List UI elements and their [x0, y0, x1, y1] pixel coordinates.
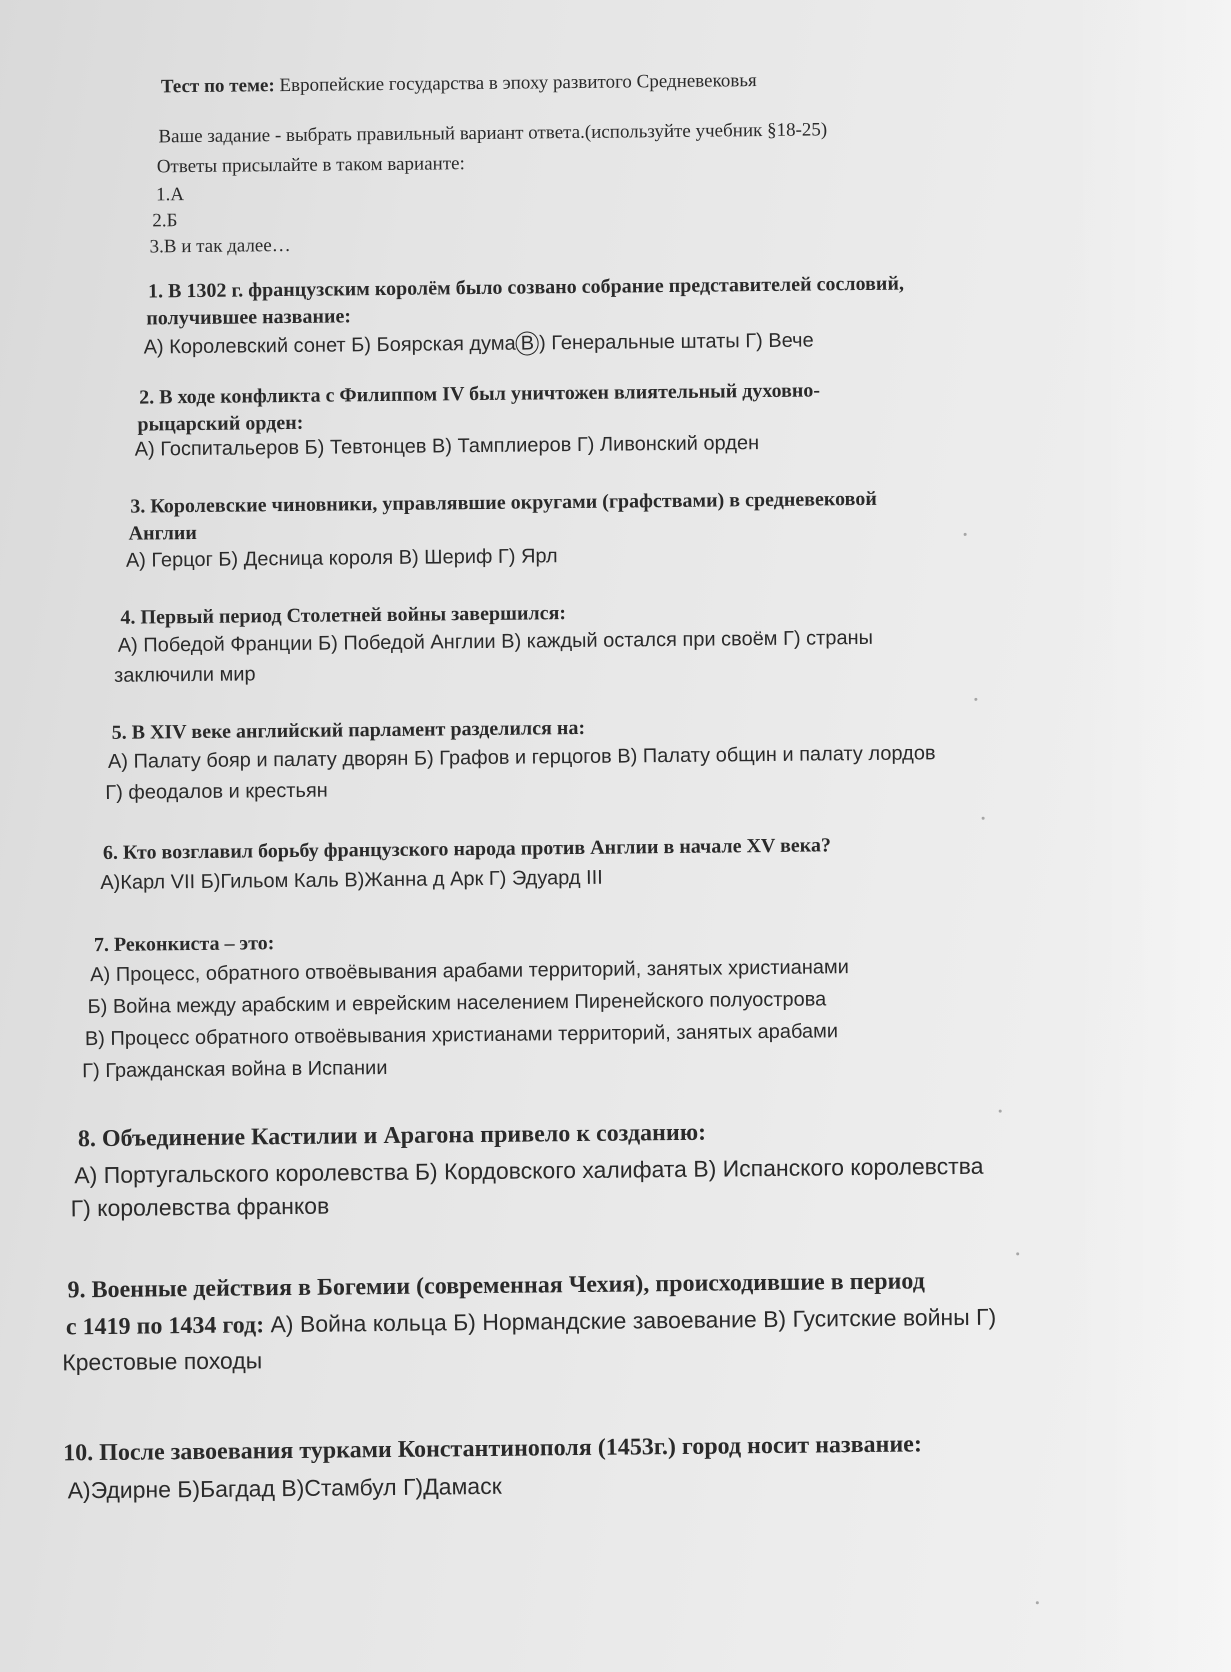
question-6-answers: А)Карл VII Б)Гильом Каль В)Жанна д Арк Г) Эдуард III — [100, 866, 603, 894]
question-5-answers: А) Палату бояр и палату дворян Б) Графов и герцогов В) Палату общин и палату лордов — [107, 742, 936, 773]
test-title-label: Тест по теме: — [160, 75, 275, 98]
question-5-answers: Г) феодалов и крестьян — [105, 779, 328, 804]
question-3-text: Англии — [128, 521, 198, 545]
question-3-text: 3. Королевские чиновники, управлявшие округами (графствами) в средневековой — [130, 487, 877, 518]
question-1-answers — [144, 328, 814, 359]
question-7-answers: А) Процесс, обратного отвоёвывания арабами территорий, занятых христианами — [90, 956, 849, 987]
question-8-answers: А) Португальского королевства Б) Кордовского халифата В) Испанского королевства — [74, 1152, 984, 1189]
question-10-text: 10. После завоевания турками Константинополя (1453г.) город носит название: — [63, 1431, 923, 1467]
paper-speck — [999, 1110, 1002, 1113]
instruction-line: 2.Б — [152, 210, 178, 232]
question-9-answers: А) Война кольца Б) Нормандские завоевание В) Гуситские войны Г) — [263, 1303, 997, 1338]
paper-speck — [1036, 1601, 1039, 1604]
instruction-line: 3.В и так далее… — [149, 234, 291, 258]
question-9-answers: Крестовые походы — [62, 1347, 263, 1376]
question-8-answers: Г) королевства франков — [70, 1192, 330, 1222]
question-9-text-continued — [66, 1304, 997, 1342]
question-1-text: получившее название: — [146, 305, 352, 330]
question-9-text: 9. Военные действия в Богемии (современная Чехия), происходившие в период — [67, 1268, 925, 1304]
paper-speck — [974, 698, 977, 701]
question-8-text: 8. Объединение Кастилии и Арагона привело к созданию: — [77, 1119, 707, 1153]
question-9-period: с 1419 по 1434 год: — [65, 1312, 265, 1341]
question-7-answers: В) Процесс обратного отвоёвывания христианами территорий, занятых арабами — [84, 1020, 839, 1051]
question-1-text: 1. В 1302 г. французским королём было созвано собрание представителей сословий, — [147, 272, 905, 303]
circled-answer-mark: В — [516, 331, 540, 355]
paper-speck — [982, 817, 985, 820]
instruction-line: Ваше задание - выбрать правильный вариант ответа.(используйте учебник §18-25) — [158, 119, 828, 148]
question-2-text: 2. В ходе конфликта с Филиппом IV был уничтожен влиятельный духовно- — [139, 379, 821, 409]
question-7-answers: Б) Война между арабским и еврейским населением Пиренейского полуострова — [87, 988, 827, 1019]
question-2-answers: А) Госпитальеров Б) Тевтонцев В) Тамплиеров Г) Ливонский орден — [134, 432, 760, 461]
question-6-text: 6. Кто возглавил борьбу французского народа против Англии в начале XV века? — [102, 834, 832, 864]
question-7-text: 7. Реконкиста – это: — [93, 932, 275, 957]
paper-speck — [964, 533, 967, 536]
question-5-text: 5. В XIV веке английский парламент разделился на: — [111, 716, 586, 744]
paper-speck — [1016, 1252, 1019, 1255]
question-4-answers: заключили мир — [113, 663, 256, 687]
question-4-text: 4. Первый период Столетней войны завершился: — [120, 602, 567, 629]
instruction-line: 1.А — [155, 184, 185, 206]
question-7-answers: Г) Гражданская война в Испании — [82, 1057, 388, 1083]
instruction-line: Ответы присылайте в таком варианте: — [156, 153, 465, 178]
answer-options: ) Генеральные штаты Г) Вече — [538, 329, 814, 355]
answer-options: А) Королевский сонет Б) Боярская дума — [143, 332, 516, 359]
test-title-topic: Европейские государства в эпоху развитого Средневековья — [279, 70, 757, 97]
test-title — [161, 70, 757, 98]
question-2-text: рыцарский орден: — [137, 411, 304, 436]
question-4-answers: А) Победой Франции Б) Победой Англии В) каждый остался при своём Г) страны — [117, 626, 874, 657]
question-3-answers: А) Герцог Б) Десница короля В) Шериф Г) Ярл — [125, 545, 558, 572]
question-10-answers: А)Эдирне Б)Багдад В)Стамбул Г)Дамаск — [67, 1472, 502, 1504]
